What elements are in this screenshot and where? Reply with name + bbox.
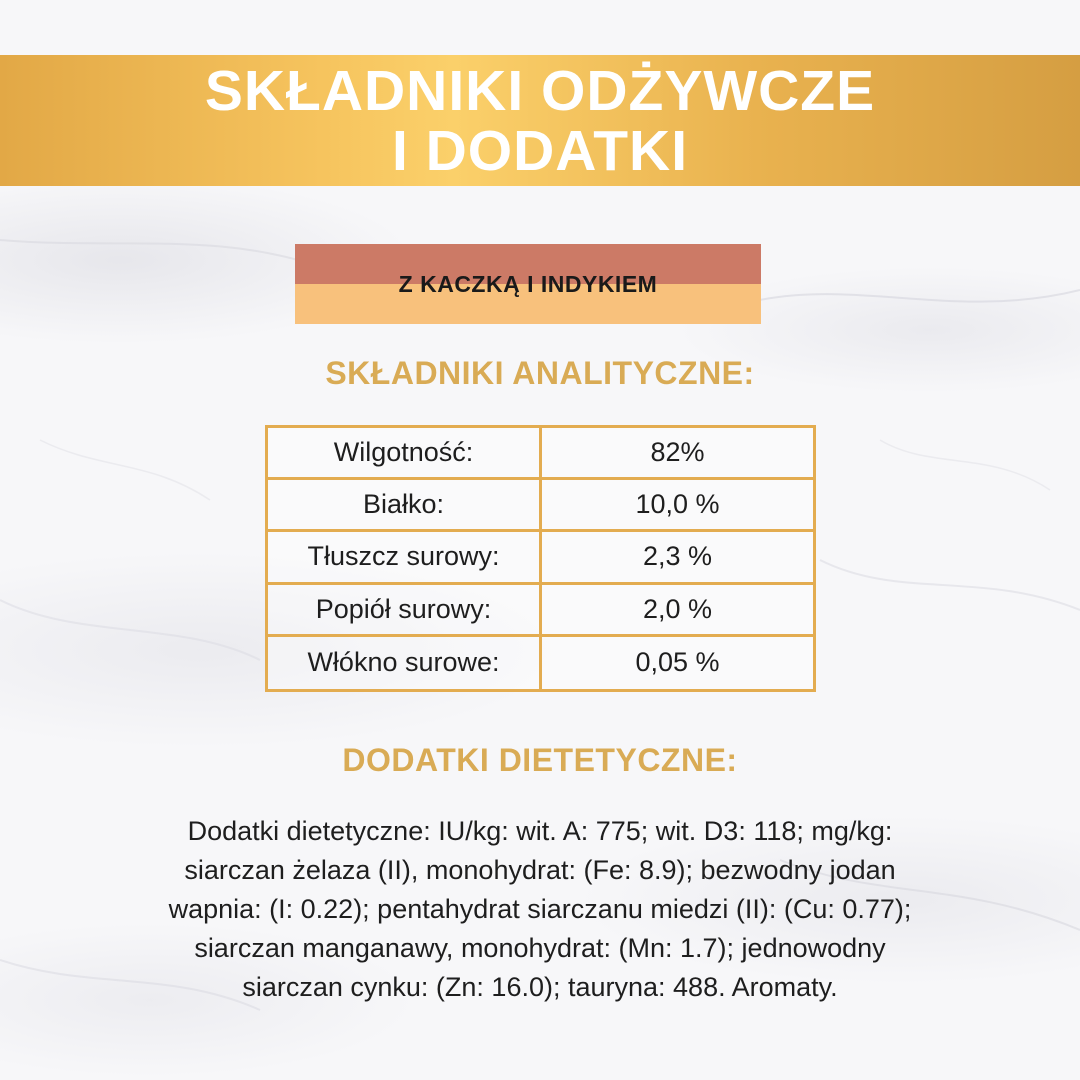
additives-line: Dodatki dietetyczne: IU/kg: wit. A: 775; wit. D3: 118; mg/kg:: [187, 816, 893, 846]
additives-line: siarczan żelaza (II), monohydrat: (Fe: 8.9); bezwodny jodan: [184, 855, 896, 885]
nutrition-table: [265, 425, 816, 692]
table-row-value: 0,05 %: [635, 647, 720, 678]
table-row-value: 2,0 %: [542, 585, 813, 637]
additives-heading: DODATKI DIETETYCZNE:: [342, 742, 738, 778]
page-title-line-2: I DODATKI: [391, 118, 689, 183]
table-row-name: Białko:: [268, 480, 542, 532]
table-row-name: Wilgotność:: [268, 428, 542, 480]
table-row-value: 82%: [542, 428, 813, 480]
additives-text: [110, 812, 970, 1007]
table-row-name: Popiół surowy:: [268, 585, 542, 637]
table-row-value: 2,3 %: [542, 532, 813, 584]
variant-badge: [295, 244, 761, 324]
additives-line: siarczan manganawy, monohydrat: (Mn: 1.7); jednowodny: [194, 933, 886, 963]
page-title-line-1: SKŁADNIKI ODŻYWCZE: [204, 58, 876, 123]
table-row-name: Tłuszcz surowy:: [268, 532, 542, 584]
additives-line: wapnia: (I: 0.22); pentahydrat siarczanu miedzi (II): (Cu: 0.77);: [168, 894, 912, 924]
title-banner: [0, 55, 1080, 186]
additives-line: siarczan cynku: (Zn: 16.0); tauryna: 488. Aromaty.: [242, 972, 838, 1002]
table-row-name: Włókno surowe:: [268, 637, 542, 689]
variant-label: Z KACZKĄ I INDYKIEM: [398, 270, 658, 297]
analytic-heading: SKŁADNIKI ANALITYCZNE:: [325, 355, 755, 391]
table-row-value: 10,0 %: [542, 480, 813, 532]
